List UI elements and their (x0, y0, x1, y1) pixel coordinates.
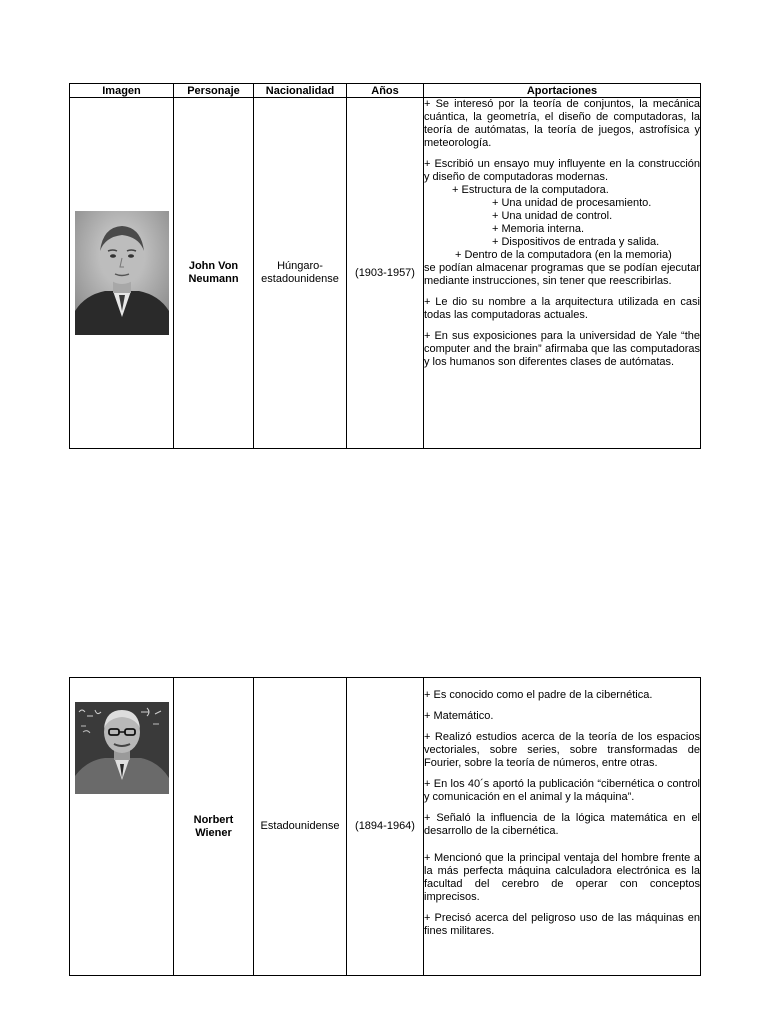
contribution-item: + Señaló la influencia de la lógica matemática en el desarrollo de la cibernética. (424, 812, 700, 837)
header-aportaciones: Aportaciones (424, 84, 701, 98)
table-wiener (69, 677, 701, 976)
person-name: Norbert Wiener (174, 678, 254, 976)
header-anos: Años (347, 84, 424, 98)
contribution-item: + Es conocido como el padre de la cibernética. (424, 689, 653, 701)
contribution-item-structure (424, 158, 700, 288)
person-nationality: Estadounidense (254, 678, 347, 976)
sub-list-item: + Dispositivos de entrada y salida. (492, 236, 660, 248)
contribution-item: + Mencionó que la principal ventaja del hombre frente a la más perfecta máquina calculadora electrónica es la facultad del cerebro de operar con conceptos imprecisos. (424, 852, 700, 903)
contribution-text: + Escribió un ensayo muy influyente en la construcción y diseño de computadoras modernas. (424, 158, 700, 183)
person-years: (1894-1964) (347, 678, 424, 976)
portrait-cell (70, 98, 174, 449)
person-name: John Von Neumann (174, 98, 254, 449)
portrait-photo (75, 211, 169, 335)
contribution-item: + Realizó estudios acerca de la teoría de los espacios vectoriales, sobre series, sobre transformadas de Fourier, sobre la teoría de números, entre otras. (424, 731, 700, 769)
portrait-cell (70, 678, 174, 976)
contribution-item: + En sus exposiciones para la universidad de Yale “the computer and the brain” afirmaba que las computadoras y los humanos son diferentes clases de autómatas. (424, 330, 700, 368)
header-personaje: Personaje (174, 84, 254, 98)
contribution-item: + Matemático. (424, 710, 494, 722)
contribution-item: + En los 40´s aportó la publicación “cibernética o control y comunicación en el animal y la máquina”. (424, 778, 700, 803)
table-row (70, 98, 701, 449)
person-nationality: Húngaro-estadounidense (254, 98, 347, 449)
contribution-item: + Le dio su nombre a la arquitectura utilizada en casi todas las computadoras actuales. (424, 296, 700, 321)
sub-item: + Dentro de la computadora (en la memoria) (455, 249, 672, 261)
sub-list-item: + Memoria interna. (492, 223, 585, 235)
sub-list-item: + Una unidad de control. (492, 210, 613, 222)
person-years: (1903-1957) (347, 98, 424, 449)
portrait-photo (75, 702, 169, 794)
contribution-item: + Se interesó por la teoría de conjuntos, la mecánica cuántica, la geometría, el diseño de computadoras, la teoría de autómatas, la teoría de juegos, astrofísica y meteorología. (424, 98, 700, 149)
header-imagen: Imagen (70, 84, 174, 98)
sub-item: + Estructura de la computadora. (452, 184, 609, 196)
table-header-row (70, 84, 701, 98)
contribution-text: se podían almacenar programas que se podían ejecutar mediante instrucciones, sin tener que reescribirlas. (424, 262, 700, 287)
header-nacionalidad: Nacionalidad (254, 84, 347, 98)
table-von-neumann (69, 83, 701, 449)
contributions-cell (424, 678, 701, 976)
sub-list-item: + Una unidad de procesamiento. (492, 197, 652, 209)
table-row (70, 678, 701, 976)
contribution-item: + Precisó acerca del peligroso uso de las máquinas en fines militares. (424, 912, 700, 937)
contributions-cell (424, 98, 701, 449)
